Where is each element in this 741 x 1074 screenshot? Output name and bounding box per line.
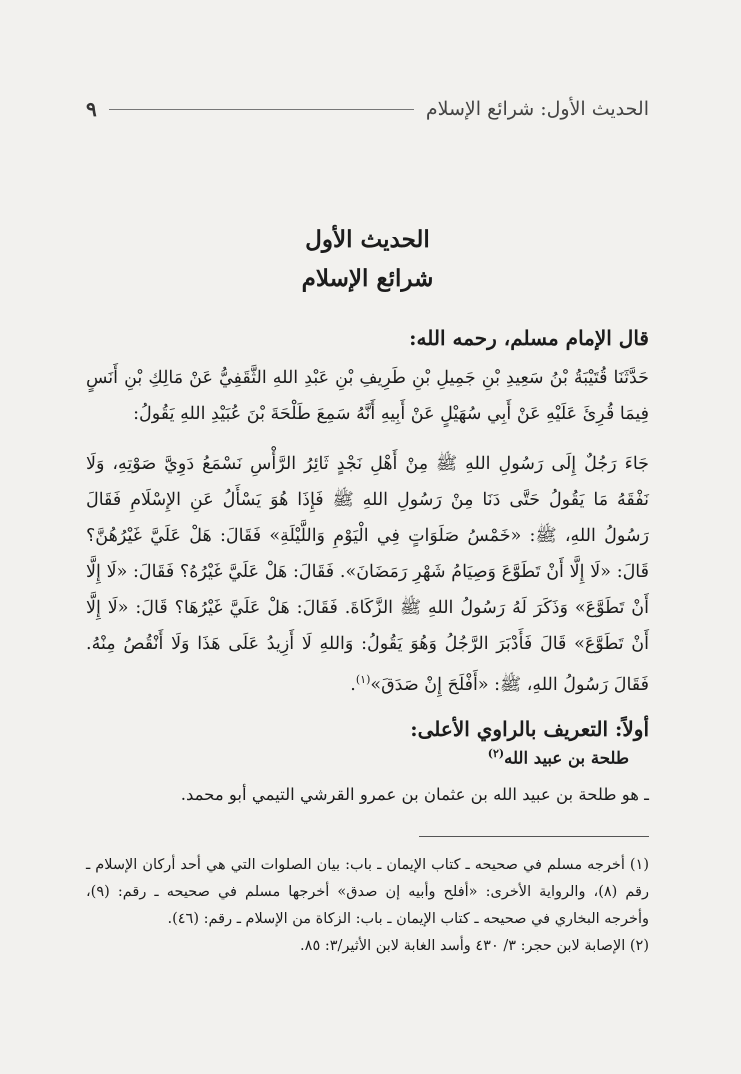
narrator-heading [86, 747, 629, 768]
page-number: ٩ [86, 97, 97, 121]
main-text [86, 220, 649, 804]
footnote-separator [419, 836, 649, 837]
footnote-ref-1: (١) [355, 673, 371, 686]
matn-paragraph: جَاءَ رَجُلٌ إِلَى رَسُولِ اللهِ ﷺ مِنْ أَهْلِ نَجْدٍ ثَائِرُ الرَّأْسِ نَسْمَعُ دَوِيَّ صَوْتِهِ، وَلَا نَفْقَهُ مَا يَقُولُ حَتَّى دَنَا مِنْ رَسُولِ اللهِ ﷺ فَإِذَا هُوَ يَسْأَلُ عَنِ الإِسْلَامِ فَقَالَ رَسُولُ اللهِ، ﷺ: «خَمْسُ صَلَوَاتٍ فِي الْيَوْمِ وَاللَّيْلَةِ» فَقَالَ: هَلْ عَلَيَّ غَيْرُهُنَّ؟ قَالَ: «لَا إِلَّا أَنْ تَطَوَّعَ وَصِيَامُ شَهْرِ رَمَضَانَ». فَقَالَ: هَلْ عَلَيَّ غَيْرُهُ؟ فَقَالَ: «لَا إِلَّا أَنْ تَطَوَّعَ» وَذَكَرَ لَهُ رَسُولُ اللهِ ﷺ الزَّكَاةَ. فَقَالَ: هَلْ عَلَيَّ غَيْرُهَا؟ قَالَ: «لَا إِلَّا أَنْ تَطَوَّعَ» قَالَ فَأَدْبَرَ الرَّجُلُ وَهُوَ يَقُولُ: وَاللهِ لَا أَزِيدُ عَلَى هَذَا وَلَا أَنْقُصُ مِنْهُ. فَقَالَ رَسُولُ اللهِ، ﷺ: «أَفْلَحَ إِنْ صَدَقَ»$^{(١)}$. [86, 454, 649, 695]
running-title: الحديث الأول: شرائع الإسلام [425, 98, 649, 120]
hadith-title: الحديث الأول [305, 226, 430, 253]
isnad-paragraph: حَدَّثَنَا قُتَيْبَةُ بْنُ سَعِيدِ بْنِ جَمِيلِ بْنِ طَرِيفِ بْنِ عَبْدِ اللهِ الثَّقَفِيُّ عَنْ مَالِكِ بْنِ أَنَسٍ فِيمَا قُرِئَ عَلَيْهِ عَنْ أَبِي سُهَيْلٍ عَنْ أَبِيهِ أَنَّهُ سَمِعَ طَلْحَةَ بْنَ عُبَيْدِ اللهِ يَقُولُ: [86, 368, 649, 424]
footnote-ref-2: (٢) [487, 746, 505, 760]
footnotes [86, 852, 649, 960]
narrator-name: طلحة بن عبيد الله [504, 748, 629, 768]
matn-text: جَاءَ رَجُلٌ إِلَى رَسُولِ اللهِ ﷺ مِنْ أَهْلِ نَجْدٍ ثَائِرُ الرَّأْسِ نَسْمَعُ دَوِيَّ صَوْتِهِ، وَلَا نَفْقَهُ مَا يَقُولُ حَتَّى دَنَا مِنْ رَسُولِ اللهِ ﷺ فَإِذَا هُوَ يَسْأَلُ عَنِ الإِسْلَامِ فَقَالَ رَسُولُ اللهِ، ﷺ: «خَمْسُ صَلَوَاتٍ فِي الْيَوْمِ وَاللَّيْلَةِ» فَقَالَ: هَلْ عَلَيَّ غَيْرُهُنَّ؟ قَالَ: «لَا إِلَّا أَنْ تَطَوَّعَ وَصِيَامُ شَهْرِ رَمَضَانَ». فَقَالَ: هَلْ عَلَيَّ غَيْرُهُ؟ فَقَالَ: «لَا إِلَّا أَنْ تَطَوَّعَ» وَذَكَرَ لَهُ رَسُولُ اللهِ ﷺ الزَّكَاةَ. فَقَالَ: هَلْ عَلَيَّ غَيْرُهَا؟ قَالَ: «لَا إِلَّا أَنْ تَطَوَّعَ» قَالَ فَأَدْبَرَ الرَّجُلُ وَهُوَ يَقُولُ: وَاللهِ لَا أَزِيدُ عَلَى هَذَا وَلَا أَنْقُصُ مِنْهُ. فَقَالَ رَسُولُ اللهِ، ﷺ: «أَفْلَحَ إِنْ صَدَقَ» [86, 454, 649, 695]
footnote-1: (١) أخرجه مسلم في صحيحه ـ كتاب الإيمان ـ باب: بيان الصلوات التي هي أحد أركان الإسلام ـ رقم (٨)، والرواية الأخرى: «أفلح وأبيه إن صدق» أخرجها مسلم في صحيحه ـ رقم: (٩)، وأخرجه البخاري في صحيحه ـ كتاب الإيمان ـ باب: الزكاة من الإسلام ـ رقم: (٤٦). [86, 857, 649, 927]
section-heading: أولاً: التعريف بالراوي الأعلى: [410, 716, 649, 741]
page-header [86, 92, 649, 126]
hadith-subtitle: شرائع الإسلام [301, 265, 434, 292]
intro-line: قال الإمام مسلم، رحمه الله: [409, 326, 649, 350]
footnote-2: (٢) الإصابة لابن حجر: ٣/ ٤٣٠ وأسد الغابة لابن الأثير/٣: ٨٥. [300, 938, 649, 954]
header-rule [109, 109, 414, 110]
narrator-bio: ـ هو طلحة بن عبيد الله بن عثمان بن عمرو القرشي التيمي أبو محمد. [180, 785, 649, 805]
